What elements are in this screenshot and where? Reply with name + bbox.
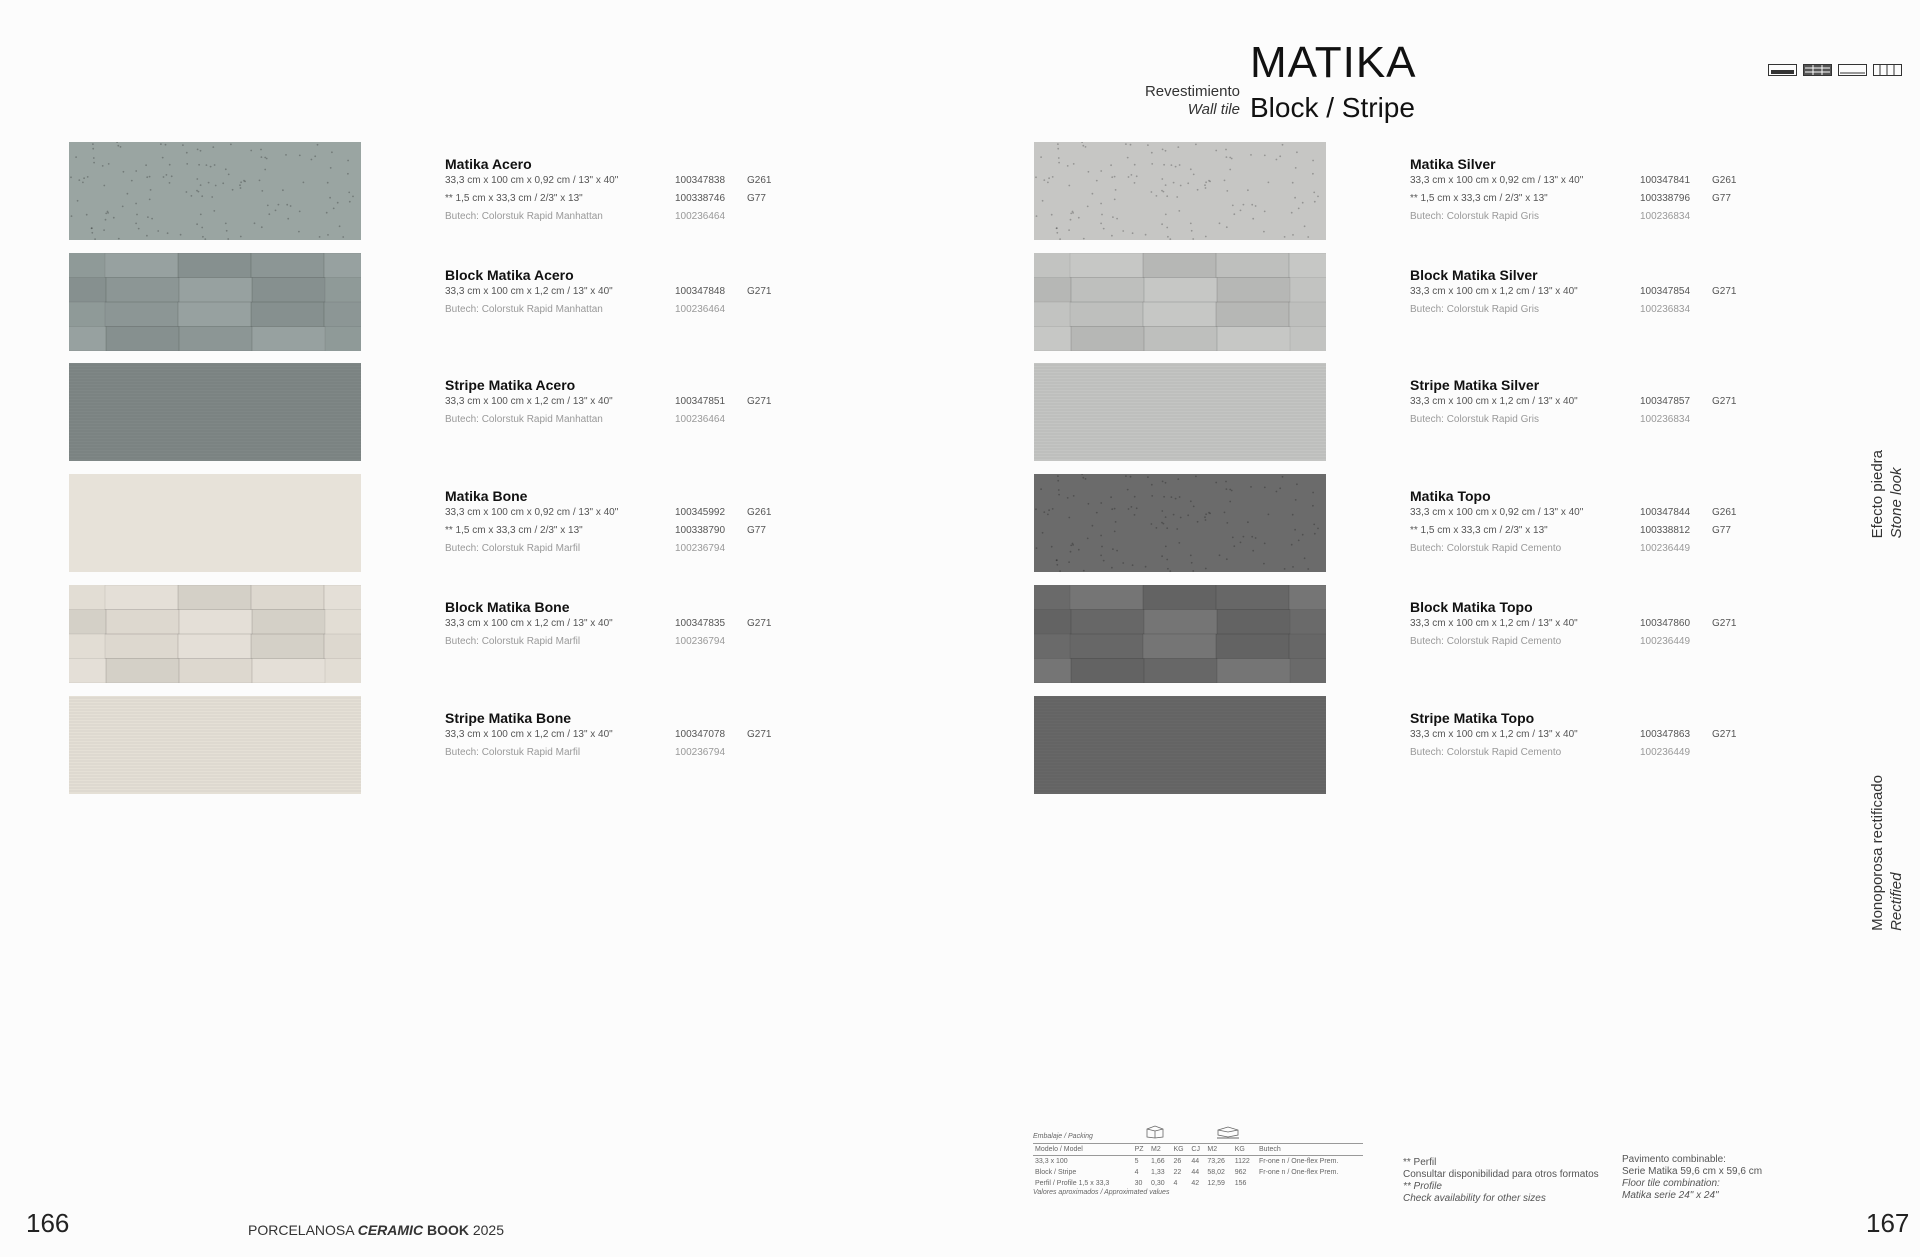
packing-cell: 44	[1191, 1169, 1200, 1176]
packing-cell: 156	[1234, 1180, 1247, 1187]
tile-swatch-svg	[69, 363, 361, 461]
butech-product: Butech: Colorstuk Rapid Gris	[1410, 211, 1539, 222]
butech-code: 100236464	[675, 211, 726, 222]
product-info	[445, 710, 865, 762]
product-info	[1410, 488, 1830, 558]
packing-cell: Fr-one n / One-flex Prem.	[1258, 1158, 1339, 1165]
packing-title: Embalaje / Packing	[1033, 1133, 1093, 1140]
tile-image	[69, 142, 361, 240]
packing-row	[1033, 1156, 1363, 1168]
packing-cell: 33,3 x 100	[1035, 1158, 1068, 1165]
butech-product: Butech: Colorstuk Rapid Cemento	[1410, 636, 1562, 647]
product-info	[1410, 377, 1830, 429]
price-group: G271	[747, 286, 772, 297]
size: 33,3 cm x 100 cm x 1,2 cm / 13" x 40"	[445, 729, 613, 740]
packing-cell: 44	[1191, 1158, 1200, 1165]
tile-swatch-svg	[1034, 253, 1326, 351]
product-name: Block Matika Topo	[1410, 599, 1533, 615]
size: 33,3 cm x 100 cm x 1,2 cm / 13" x 40"	[445, 396, 613, 407]
profile-line	[1410, 190, 1830, 208]
packing-cell: 30	[1134, 1180, 1143, 1187]
tile-swatch-svg	[69, 253, 361, 351]
profile-group: G77	[1712, 193, 1731, 204]
butech-line	[1410, 540, 1830, 558]
profile-size: ** 1,5 cm x 33,3 cm / 2/3" x 13"	[1410, 525, 1548, 536]
packing-cell: Fr-one n / One-flex Prem.	[1258, 1169, 1339, 1176]
price-group: G271	[747, 729, 772, 740]
profile-group: G77	[747, 193, 766, 204]
category-en: Wall tile	[1187, 101, 1240, 118]
packing-row	[1033, 1178, 1363, 1189]
packing-cell: 4	[1173, 1180, 1178, 1187]
packing-header-cell: KG	[1173, 1146, 1184, 1153]
product-code: 100347838	[675, 175, 726, 186]
page-number-left: 166	[26, 1208, 70, 1238]
packing-cell: 58,02	[1207, 1169, 1225, 1176]
butech-product: Butech: Colorstuk Rapid Gris	[1410, 414, 1539, 425]
butech-product: Butech: Colorstuk Rapid Manhattan	[445, 414, 603, 425]
product-name: Stripe Matika Silver	[1410, 377, 1540, 393]
stripe-format-icon	[1873, 64, 1902, 76]
butech-line	[445, 301, 865, 319]
size: 33,3 cm x 100 cm x 1,2 cm / 13" x 40"	[1410, 286, 1578, 297]
packing-grid	[1033, 1144, 1363, 1189]
product-code: 100347857	[1640, 396, 1691, 407]
butech-code: 100236794	[675, 747, 726, 758]
product-name: Matika Acero	[445, 156, 532, 172]
packing-cell: 73,26	[1207, 1158, 1225, 1165]
price-group: G271	[1712, 396, 1737, 407]
profile-code: 100338746	[675, 193, 726, 204]
butech-code: 100236794	[675, 543, 726, 554]
packing-cell: 4	[1134, 1169, 1139, 1176]
tile-image	[69, 363, 361, 461]
packing-header-cell: Butech	[1258, 1146, 1281, 1153]
butech-product: Butech: Colorstuk Rapid Manhattan	[445, 211, 603, 222]
packing-cell: 26	[1173, 1158, 1182, 1165]
packing-cell: 962	[1234, 1169, 1247, 1176]
size: 33,3 cm x 100 cm x 0,92 cm / 13" x 40"	[445, 175, 619, 186]
size-line	[445, 726, 865, 744]
butech-code: 100236449	[1640, 543, 1691, 554]
product-code: 100347860	[1640, 618, 1691, 629]
stone-look-label	[1868, 450, 1906, 538]
category-label	[1145, 83, 1240, 119]
product-info	[1410, 599, 1830, 651]
tile-swatch-svg	[69, 474, 361, 572]
size-line	[1410, 172, 1830, 190]
packing-cell: 42	[1191, 1180, 1200, 1187]
size-line	[445, 283, 865, 301]
pavimento-text: Serie Matika 59,6 cm x 59,6 cm	[1622, 1166, 1763, 1177]
tile-image	[1034, 585, 1326, 683]
packing-note: Valores aproximados / Approximated values	[1033, 1189, 1170, 1196]
product-code: 100347844	[1640, 507, 1691, 518]
product-info	[445, 267, 865, 319]
size: 33,3 cm x 100 cm x 0,92 cm / 13" x 40"	[1410, 507, 1584, 518]
product-info	[1410, 710, 1830, 762]
profile-group: G77	[747, 525, 766, 536]
size-line	[445, 615, 865, 633]
product-info	[445, 599, 865, 651]
tile-swatch-svg	[1034, 142, 1326, 240]
plain-format-icon	[1838, 64, 1867, 76]
tile-swatch-svg	[69, 585, 361, 683]
price-group: G261	[1712, 507, 1737, 518]
product-info	[445, 377, 865, 429]
book-title	[248, 1222, 504, 1238]
packing-header-cell: PZ	[1134, 1146, 1144, 1153]
profile-code: 100338790	[675, 525, 726, 536]
product-name: Block Matika Acero	[445, 267, 574, 283]
category-es: Revestimiento	[1144, 83, 1240, 100]
size: 33,3 cm x 100 cm x 1,2 cm / 13" x 40"	[1410, 396, 1578, 407]
profile-group: G77	[1712, 525, 1731, 536]
profile-size: ** 1,5 cm x 33,3 cm / 2/3" x 13"	[445, 525, 583, 536]
butech-line	[445, 633, 865, 651]
body-es: Monoporosa rectificado	[1869, 775, 1886, 931]
packing-header-cell: Modelo / Model	[1035, 1146, 1083, 1153]
tile-swatch-svg	[1034, 363, 1326, 461]
tile-swatch-svg	[1034, 474, 1326, 572]
size: 33,3 cm x 100 cm x 1,2 cm / 13" x 40"	[445, 286, 613, 297]
packing-header-cell: KG	[1234, 1146, 1245, 1153]
butech-product: Butech: Colorstuk Rapid Cemento	[1410, 543, 1562, 554]
profile-size: ** 1,5 cm x 33,3 cm / 2/3" x 13"	[445, 193, 583, 204]
butech-product: Butech: Colorstuk Rapid Marfil	[445, 747, 581, 758]
tile-swatch-svg	[1034, 696, 1326, 794]
price-group: G261	[1712, 175, 1737, 186]
tile-image	[69, 253, 361, 351]
book-year: 2025	[472, 1222, 504, 1238]
butech-product: Butech: Colorstuk Rapid Cemento	[1410, 747, 1562, 758]
butech-line	[1410, 208, 1830, 226]
product-name: Stripe Matika Topo	[1410, 710, 1535, 726]
body-type-label	[1868, 775, 1906, 931]
page-number-right: 167	[1866, 1208, 1910, 1238]
product-name: Matika Bone	[445, 488, 528, 504]
product-name: Block Matika Silver	[1410, 267, 1538, 283]
product-info	[445, 156, 865, 226]
butech-line	[445, 744, 865, 762]
size-line	[1410, 726, 1830, 744]
butech-line	[1410, 744, 1830, 762]
stone-en: Stone look	[1888, 467, 1905, 539]
wall-format-icon	[1768, 64, 1797, 76]
butech-line	[1410, 411, 1830, 429]
packing-cell: 5	[1134, 1158, 1139, 1165]
packing-cell: Perfil / Profile 1,5 x 33,3	[1035, 1180, 1110, 1187]
pallet-icon	[1215, 1125, 1241, 1139]
profile-code: 100338812	[1640, 525, 1691, 536]
price-group: G271	[747, 618, 772, 629]
format-icons	[1768, 64, 1902, 76]
product-code: 100347863	[1640, 729, 1691, 740]
packing-cell: 1,33	[1151, 1169, 1165, 1176]
size-line	[1410, 504, 1830, 522]
product-info	[1410, 156, 1830, 226]
tile-image	[69, 474, 361, 572]
price-group: G271	[1712, 729, 1737, 740]
perfil-text: Consultar disponibilidad para otros formatos	[1403, 1169, 1599, 1180]
block-format-icon	[1803, 64, 1832, 76]
butech-line	[445, 411, 865, 429]
packing-cell: Block / Stripe	[1035, 1169, 1077, 1176]
packing-header-cell: M2	[1207, 1146, 1218, 1153]
floor-label: Floor tile combination:	[1622, 1178, 1720, 1189]
butech-code: 100236834	[1640, 304, 1691, 315]
profile-line	[445, 522, 865, 540]
profile-line	[445, 190, 865, 208]
tile-swatch-svg	[69, 696, 361, 794]
tile-image	[1034, 696, 1326, 794]
product-code: 100347078	[675, 729, 726, 740]
price-group: G261	[747, 175, 772, 186]
packing-columns	[1033, 1144, 1363, 1156]
product-code: 100347841	[1640, 175, 1691, 186]
tile-image	[1034, 474, 1326, 572]
perfil-label: ** Perfil	[1403, 1157, 1437, 1168]
product-info	[1410, 267, 1830, 319]
size: 33,3 cm x 100 cm x 1,2 cm / 13" x 40"	[445, 618, 613, 629]
butech-product: Butech: Colorstuk Rapid Manhattan	[445, 304, 603, 315]
book-name-2: BOOK	[426, 1222, 469, 1238]
stone-es: Efecto piedra	[1869, 450, 1886, 539]
box-icon	[1145, 1125, 1165, 1139]
body-en: Rectified	[1888, 872, 1905, 931]
size: 33,3 cm x 100 cm x 1,2 cm / 13" x 40"	[1410, 618, 1578, 629]
tile-swatch-svg	[69, 142, 361, 240]
profile-notes	[1403, 1157, 1599, 1205]
book-name: CERAMIC	[357, 1222, 424, 1238]
size-line	[445, 172, 865, 190]
packing-row	[1033, 1167, 1363, 1178]
size-line	[445, 393, 865, 411]
product-name: Matika Silver	[1410, 156, 1496, 172]
tile-image	[1034, 253, 1326, 351]
butech-code: 100236464	[675, 304, 726, 315]
butech-line	[1410, 633, 1830, 651]
butech-product: Butech: Colorstuk Rapid Gris	[1410, 304, 1539, 315]
price-group: G271	[1712, 618, 1737, 629]
butech-line	[445, 540, 865, 558]
butech-code: 100236449	[1640, 747, 1691, 758]
product-code: 100345992	[675, 507, 726, 518]
product-name: Stripe Matika Acero	[445, 377, 576, 393]
price-group: G271	[747, 396, 772, 407]
butech-code: 100236464	[675, 414, 726, 425]
packing-cell: 1122	[1234, 1158, 1250, 1165]
size-line	[1410, 393, 1830, 411]
product-code: 100347851	[675, 396, 726, 407]
profile-label: ** Profile	[1403, 1181, 1442, 1192]
product-name: Stripe Matika Bone	[445, 710, 572, 726]
tile-image	[69, 585, 361, 683]
profile-code: 100338796	[1640, 193, 1691, 204]
butech-code: 100236449	[1640, 636, 1691, 647]
packing-header-cell: CJ	[1191, 1146, 1200, 1153]
tile-image	[1034, 363, 1326, 461]
butech-code: 100236834	[1640, 414, 1691, 425]
butech-product: Butech: Colorstuk Rapid Marfil	[445, 543, 581, 554]
collection-title: MATIKA	[1250, 38, 1417, 87]
floor-text: Matika serie 24" x 24"	[1622, 1190, 1719, 1201]
product-code: 100347835	[675, 618, 726, 629]
packing-table	[1033, 1125, 1363, 1196]
butech-code: 100236834	[1640, 211, 1691, 222]
packing-cell	[1257, 1178, 1363, 1189]
packing-cell: 1,66	[1151, 1158, 1165, 1165]
product-name: Block Matika Bone	[445, 599, 570, 615]
price-group: G271	[1712, 286, 1737, 297]
collection-subtitle: Block / Stripe	[1250, 92, 1415, 123]
tile-image	[69, 696, 361, 794]
tile-swatch-svg	[1034, 585, 1326, 683]
profile-size: ** 1,5 cm x 33,3 cm / 2/3" x 13"	[1410, 193, 1548, 204]
product-name: Matika Topo	[1410, 488, 1491, 504]
packing-cell: 0,30	[1151, 1180, 1165, 1187]
product-code: 100347848	[675, 286, 726, 297]
product-info	[445, 488, 865, 558]
packing-cell: 22	[1173, 1169, 1182, 1176]
packing-header	[1033, 1125, 1363, 1143]
size: 33,3 cm x 100 cm x 0,92 cm / 13" x 40"	[1410, 175, 1584, 186]
size: 33,3 cm x 100 cm x 0,92 cm / 13" x 40"	[445, 507, 619, 518]
butech-line	[1410, 301, 1830, 319]
floor-combination-notes	[1622, 1154, 1762, 1202]
product-code: 100347854	[1640, 286, 1691, 297]
size-line	[1410, 283, 1830, 301]
packing-header-cell: M2	[1151, 1146, 1161, 1153]
size-line	[1410, 615, 1830, 633]
profile-line	[1410, 522, 1830, 540]
profile-text: Check availability for other sizes	[1403, 1193, 1546, 1204]
brand-name: PORCELANOSA	[248, 1222, 354, 1238]
tile-image	[1034, 142, 1326, 240]
size-line	[445, 504, 865, 522]
size: 33,3 cm x 100 cm x 1,2 cm / 13" x 40"	[1410, 729, 1578, 740]
butech-code: 100236794	[675, 636, 726, 647]
butech-product: Butech: Colorstuk Rapid Marfil	[445, 636, 581, 647]
pavimento-label: Pavimento combinable:	[1622, 1154, 1726, 1165]
butech-line	[445, 208, 865, 226]
packing-cell: 12,59	[1207, 1180, 1225, 1187]
price-group: G261	[747, 507, 772, 518]
